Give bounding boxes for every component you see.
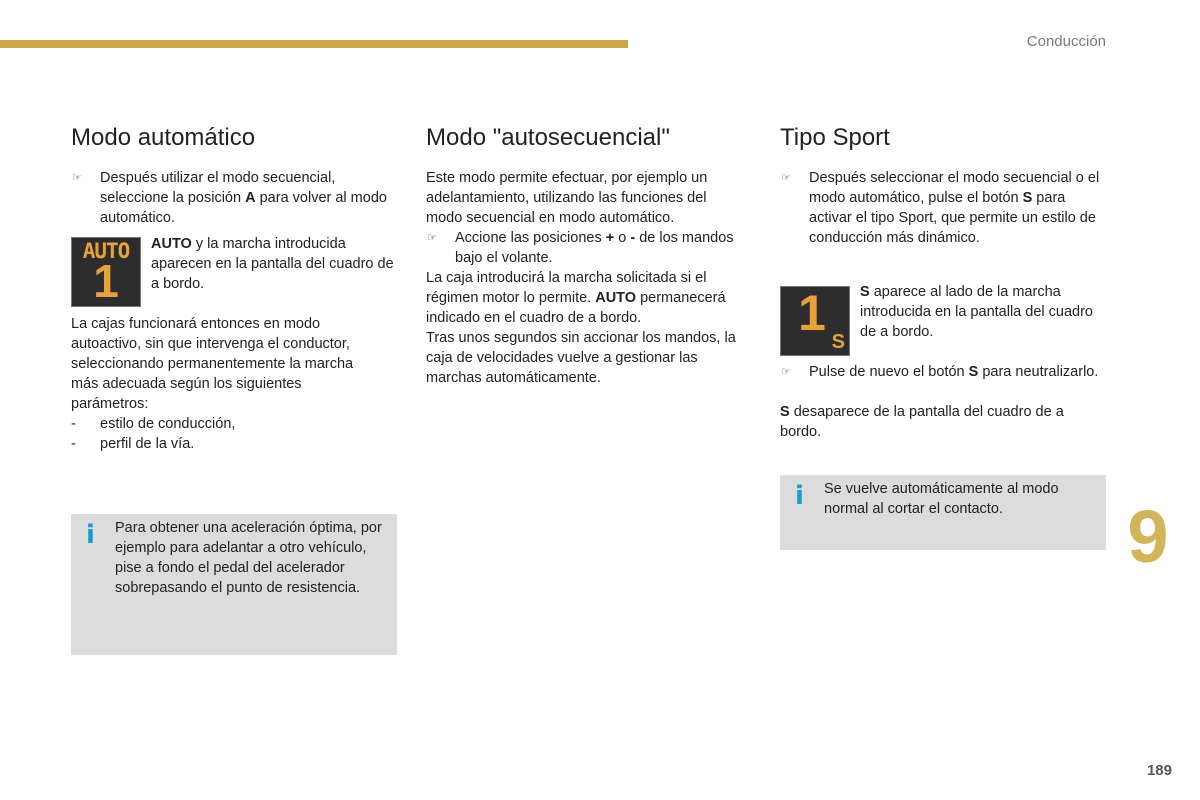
instruction-bullet: ☞ Después utilizar el modo secuencial, seleccione la posición A para volver al modo automático. <box>72 170 387 226</box>
info-note-box <box>780 475 1106 550</box>
body-paragraph: Tras unos segundos sin accionar los mandos, la caja de velocidades vuelve a gestionar las marchas automáticamente. <box>426 330 736 386</box>
hand-pointer-icon: ☞ <box>72 172 82 184</box>
section-title: Modo "autosecuencial" <box>426 124 670 151</box>
hand-pointer-icon: ☞ <box>781 172 791 184</box>
instruction-bullet: ☞ Accione las posiciones + o - de los mandos bajo el volante. <box>427 230 734 266</box>
info-note-text: Para obtener una aceleración óptima, por ejemplo para adelantar a otro vehículo, pise a fondo el pedal del acelerador sobrepasando el punto de resistencia. <box>115 520 382 596</box>
instruction-bullet: ☞ Pulse de nuevo el botón S para neutralizarlo. <box>781 364 1099 380</box>
body-paragraph: La caja introducirá la marcha solicitada si el régimen motor lo permite. AUTO permanecerá indicado en el cuadro de a bordo. <box>426 270 726 326</box>
sport-gear-display-icon: 1 S <box>780 286 850 356</box>
body-paragraph: Este modo permite efectuar, por ejemplo un adelantamiento, utilizando las funciones del modo secuencial en modo automático. <box>426 170 708 226</box>
info-icon: i <box>795 481 804 511</box>
display-description: AUTO y la marcha introducida aparecen en la pantalla del cuadro de a bordo. <box>151 236 394 292</box>
header-accent-bar <box>0 40 628 48</box>
info-note-box <box>71 514 397 655</box>
hand-pointer-icon: ☞ <box>781 366 791 378</box>
hand-pointer-icon: ☞ <box>427 232 437 244</box>
body-paragraph: S desaparece de la pantalla del cuadro de a bordo. <box>780 404 1064 440</box>
chapter-number: 9 <box>1127 495 1169 578</box>
auto-gear-display-icon: AUTO 1 <box>71 237 141 307</box>
section-name: Conducción <box>1026 33 1106 50</box>
list-item: - estilo de conducción, <box>71 416 236 432</box>
body-paragraph: La cajas funcionará entonces en modo autoactivo, sin que intervenga el conductor, seleccionando permanentemente la marcha más adecuada según los siguientes parámetros: <box>71 316 354 412</box>
page-number: 189 <box>1146 762 1172 779</box>
info-note-text: Se vuelve automáticamente al modo normal al cortar el contacto. <box>824 481 1059 517</box>
info-icon: i <box>86 520 95 550</box>
instruction-bullet: ☞ Después seleccionar el modo secuencial o el modo automático, pulse el botón S para activar el tipo Sport, que permite un estilo de conducción más dinámico. <box>781 170 1100 246</box>
section-title: Tipo Sport <box>780 124 890 151</box>
list-item: - perfil de la vía. <box>71 436 195 452</box>
display-description: S aparece al lado de la marcha introducida en la pantalla del cuadro de a bordo. <box>860 284 1093 340</box>
section-title: Modo automático <box>71 124 256 151</box>
